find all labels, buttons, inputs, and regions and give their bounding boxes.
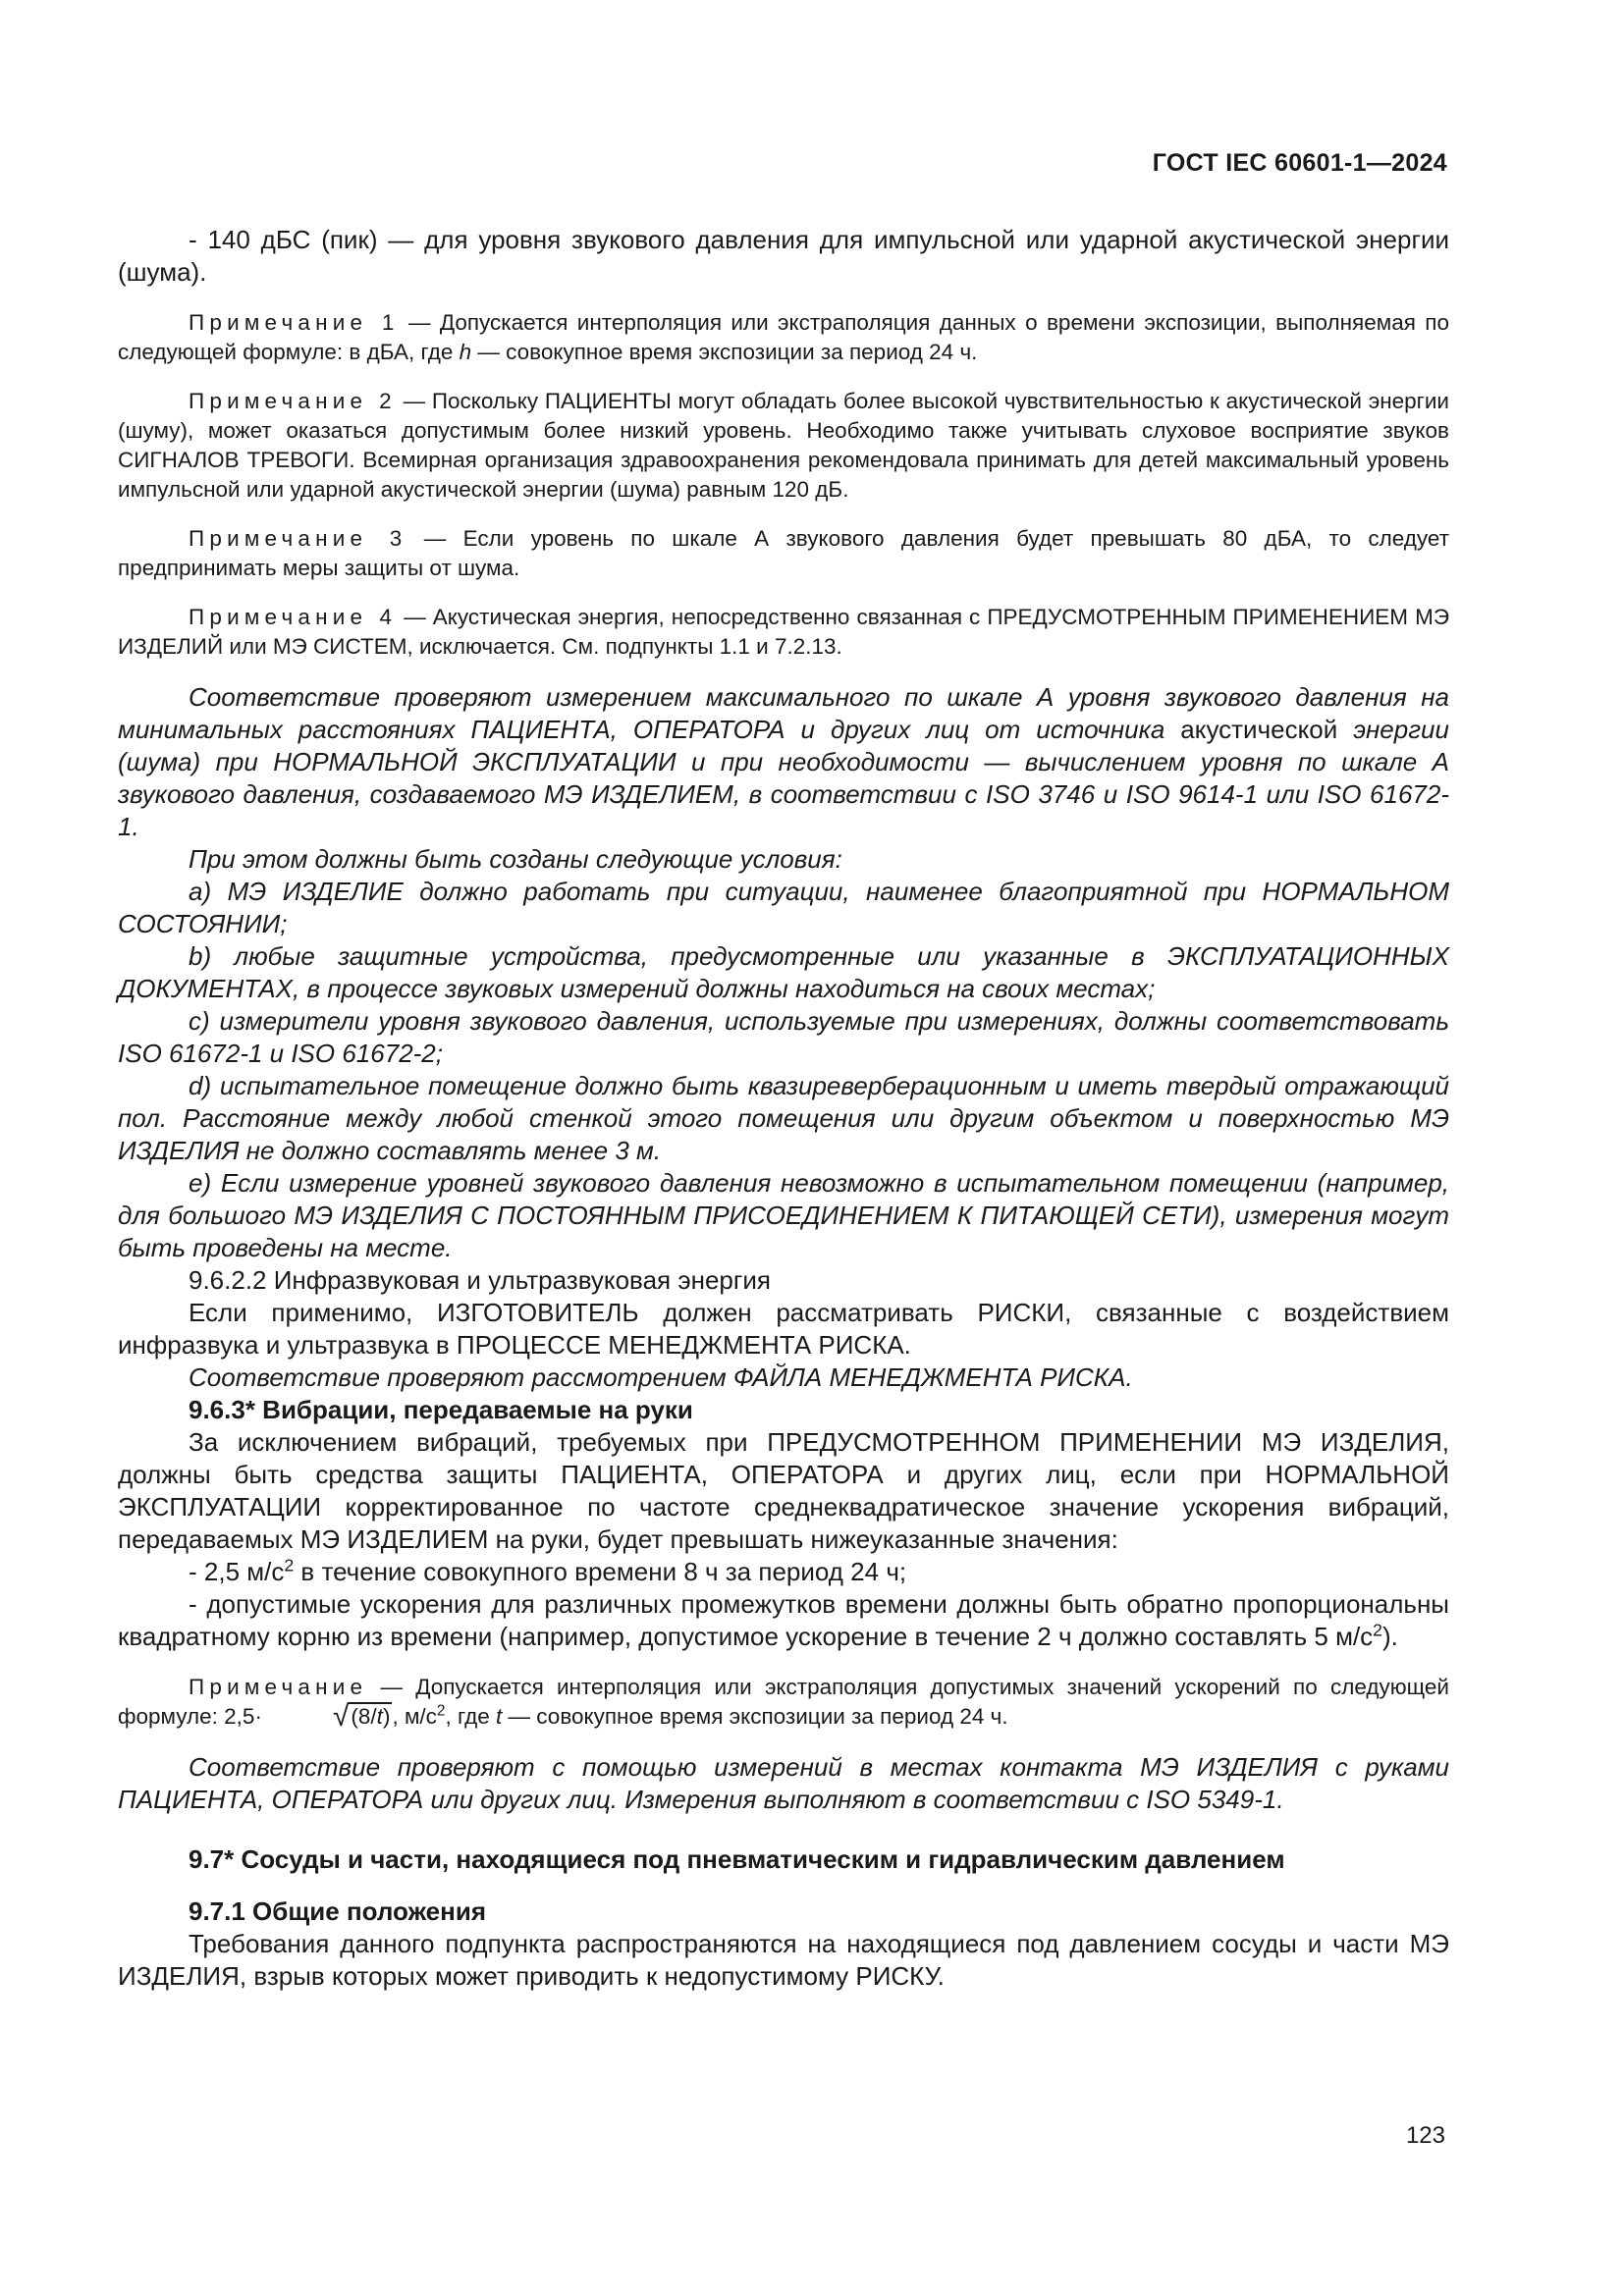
- item1-text-a: - 2,5 м/с: [189, 1557, 285, 1586]
- intro-list-item: - 140 дБС (пик) — для уровня звукового давления для импульсной или ударной акустической энергии (шума).: [118, 225, 1449, 287]
- conditions-intro: При этом должны быть созданы следующие условия:: [189, 844, 842, 874]
- note-2: [118, 387, 1449, 505]
- sqrt-symbol: √: [332, 1700, 350, 1733]
- note-3: [118, 524, 1449, 583]
- vibration-note-var: t: [496, 1704, 503, 1729]
- compliance-1-part1: Соответствие проверяют измерением максимального по шкале А уровня звукового давления на минимальных расстояниях ПАЦИЕНТА, ОПЕРАТОРА и других лиц от источника: [118, 682, 1449, 744]
- compliance-paragraph-1: [118, 681, 1449, 843]
- page-content: [118, 224, 1449, 1993]
- section-963-body: За исключением вибраций, требуемых при ПРЕДУСМОТРЕННОМ ПРИМЕНЕНИИ МЭ ИЗДЕЛИЯ, должны быть средства защиты ПАЦИЕНТА, ОПЕРАТОРА и других лиц, если при НОРМАЛЬНОЙ ЭКСПЛУАТАЦИИ корректированное по частоте среднеквадратическое значение ускорения вибраций, передаваемых МЭ ИЗДЕЛИЕМ на руки, будет превышать нижеуказанные значения:: [118, 1427, 1449, 1554]
- compliance-1-upright: акустической: [1164, 715, 1354, 744]
- note-2-text: — Поскольку ПАЦИЕНТЫ могут обладать более высокой чувствительностью к акустической энергии (шуму), может оказаться допустимым более низкий уровень. Необходимо также учитывать слуховое восприятие звуков СИГНАЛОВ ТРЕВОГИ. Всемирная организация здравоохранения рекомендовала принимать для детей максимальный уровень импульсной или ударной акустической энергии (шума) равным 120 дБ.: [118, 389, 1449, 502]
- note-2-label: Примечание 2: [189, 389, 397, 413]
- note-3-label: Примечание 3: [189, 526, 407, 551]
- section-9622-compliance: Соответствие проверяют рассмотрением ФАЙЛА МЕНЕДЖМЕНТА РИСКА.: [189, 1362, 1133, 1392]
- note-1-text-a: — Допускается интерполяция или экстраполяция данных о времени экспозиции, выполняемая по следующей формуле: в дБА, где: [118, 310, 1449, 364]
- condition-c: c) измерители уровня звукового давления, используемые при измерениях, должны соответствовать ISO 61672-1 и ISO 61672-2;: [118, 1006, 1449, 1068]
- sqrt-arg-a: (8/: [351, 1704, 377, 1729]
- note-4: [118, 603, 1449, 662]
- note-1-label: Примечание 1: [189, 310, 400, 335]
- item2-sup: 2: [1373, 1620, 1383, 1640]
- compliance-1-part2: энергии (шума) при НОРМАЛЬНОЙ ЭКСПЛУАТАЦИИ и при необходимости — вычислением уровня по шкале А звукового давления, создаваемого МЭ ИЗДЕЛИЕМ, в соответствии с ISO 3746 и ISO 9614-1 или ISO 61672-1.: [118, 715, 1449, 841]
- sqrt-arg-b: ): [382, 1704, 391, 1729]
- note-1-var: h: [459, 340, 472, 364]
- item1-text-b: в течение совокупного времени 8 ч за период 24 ч;: [294, 1557, 907, 1586]
- sqrt-formula: [262, 1702, 393, 1732]
- section-963-title: 9.6.3* Вибрации, передаваемые на руки: [189, 1395, 693, 1424]
- note-4-label: Примечание 4: [189, 605, 398, 629]
- vibration-limit-item-2: [118, 1588, 1449, 1653]
- condition-b: b) любые защитные устройства, предусмотренные или указанные в ЭКСПЛУАТАЦИОННЫХ ДОКУМЕНТАХ, в процессе звуковых измерений должны находиться на своих местах;: [118, 941, 1449, 1003]
- note-1-text-b: — совокупное время экспозиции за период 24 ч.: [471, 340, 978, 364]
- vibration-limit-item-1: [118, 1556, 1449, 1588]
- sqrt-argument: [349, 1702, 392, 1729]
- item2-text-a: - допустимые ускорения для различных промежутков времени должны быть обратно пропорциональны квадратному корню из времени (например, допустимое ускорение в течение 2 ч должно составлять 5 м/с: [118, 1589, 1449, 1651]
- section-97-title: 9.7* Сосуды и части, находящиеся под пневматическим и гидравлическим давлением: [189, 1844, 1285, 1874]
- vibration-note: [118, 1673, 1449, 1732]
- document-header: ГОСТ IEC 60601-1—2024: [1152, 149, 1447, 177]
- section-971-body: Требования данного подпункта распространяются на находящиеся под давлением сосуды и части МЭ ИЗДЕЛИЯ, взрыв которых может приводить к недопустимому РИСКУ.: [118, 1929, 1449, 1991]
- item2-text-b: ).: [1382, 1622, 1398, 1651]
- vibration-note-text-c: , где: [445, 1704, 497, 1729]
- vibration-note-sup: 2: [436, 1702, 446, 1720]
- section-963-compliance: Соответствие проверяют с помощью измерений в местах контакта МЭ ИЗДЕЛИЯ с руками ПАЦИЕНТА, ОПЕРАТОРА или других лиц. Измерения выполняют в соответствии с ISO 5349-1.: [118, 1752, 1449, 1814]
- vibration-note-text-a: — Допускается интерполяция или экстраполяция допустимых значений ускорений по следующей формуле: 2,5·: [118, 1675, 1449, 1729]
- vibration-note-text-b: , м/с: [392, 1704, 437, 1729]
- note-3-text: — Если уровень по шкале А звукового давления будет превышать 80 дБА, то следует предпринимать меры защиты от шума.: [118, 526, 1450, 580]
- note-4-text: — Акустическая энергия, непосредственно связанная с ПРЕДУСМОТРЕННЫМ ПРИМЕНЕНИЕМ МЭ ИЗДЕЛИЙ или МЭ СИСТЕМ, исключается. См. подпункты 1.1 и 7.2.13.: [118, 605, 1449, 659]
- condition-d: d) испытательное помещение должно быть квазиреверберационным и иметь твердый отражающий пол. Расстояние между любой стенкой этого помещения или другим объектом и поверхностью МЭ ИЗДЕЛИЯ не должно составлять менее 3 м.: [118, 1071, 1449, 1165]
- item1-sup: 2: [284, 1555, 295, 1575]
- section-9622-body: Если применимо, ИЗГОТОВИТЕЛЬ должен рассматривать РИСКИ, связанные с воздействием инфразвука и ультразвука в ПРОЦЕССЕ МЕНЕДЖМЕНТА РИСКА.: [118, 1298, 1449, 1360]
- vibration-note-label: Примечание: [189, 1675, 368, 1699]
- condition-e: e) Если измерение уровней звукового давления невозможно в испытательном помещении (например, для большого МЭ ИЗДЕЛИЯ С ПОСТОЯННЫМ ПРИСОЕДИНЕНИЕМ К ПИТАЮЩЕЙ СЕТИ), измерения могут быть проведены на месте.: [118, 1168, 1449, 1262]
- section-9622-title: 9.6.2.2 Инфразвуковая и ультразвуковая энергия: [189, 1265, 771, 1295]
- vibration-note-text-d: — совокупное время экспозиции за период 24 ч.: [502, 1704, 1008, 1729]
- page-number: 123: [1405, 2122, 1445, 2149]
- section-971-title: 9.7.1 Общие положения: [189, 1896, 486, 1926]
- sqrt-arg-var: t: [376, 1704, 383, 1729]
- note-1: [118, 308, 1449, 367]
- condition-a: a) МЭ ИЗДЕЛИЕ должно работать при ситуации, наименее благоприятной при НОРМАЛЬНОМ СОСТОЯНИИ;: [118, 877, 1449, 938]
